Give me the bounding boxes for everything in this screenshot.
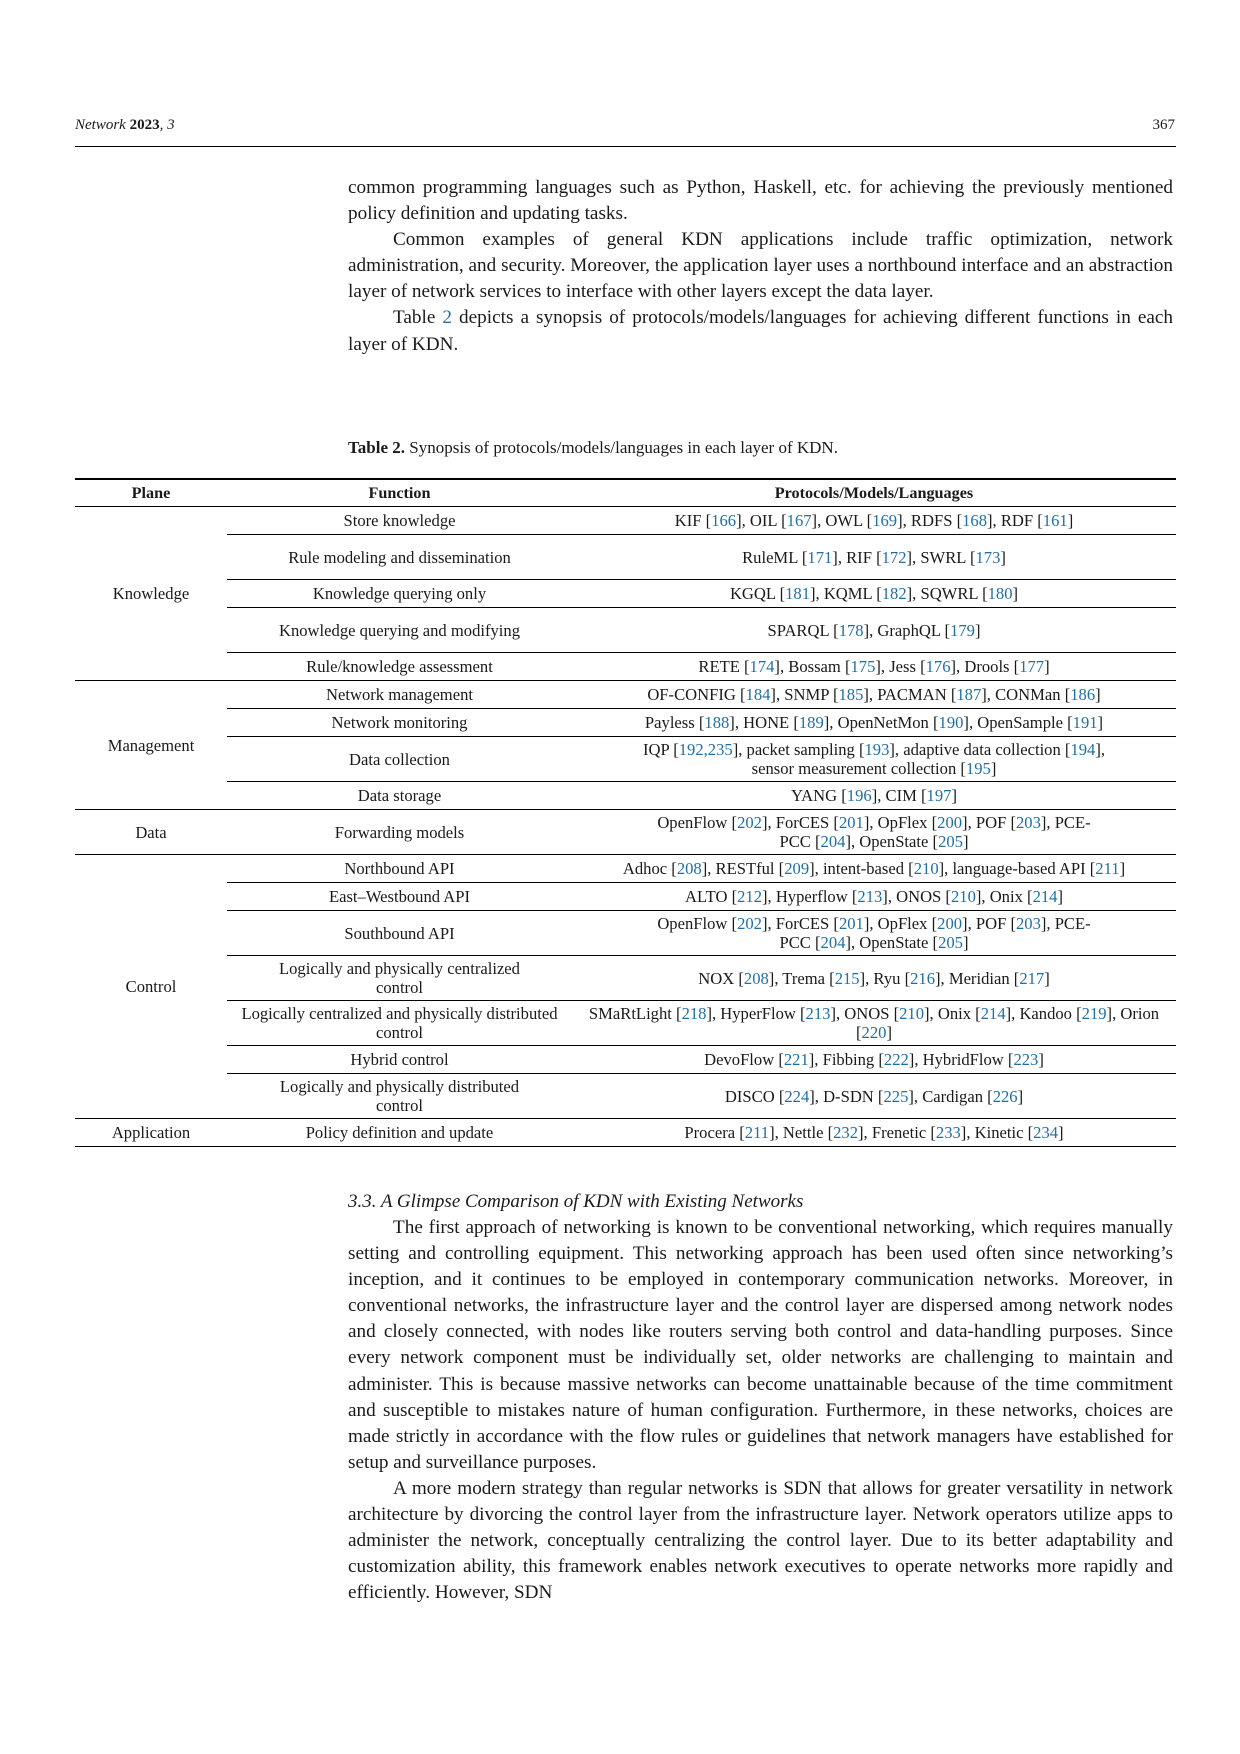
citation-link[interactable]: 201: [838, 914, 864, 933]
protocols-cell: SPARQL [178], GraphQL [179]: [572, 608, 1176, 653]
citation-link[interactable]: 226: [992, 1086, 1018, 1106]
header-protocols: Protocols/Models/Languages: [572, 479, 1176, 507]
citation-link[interactable]: 178: [838, 620, 864, 640]
citation-link[interactable]: 210: [950, 887, 976, 906]
citation-link[interactable]: 173: [975, 547, 1001, 567]
citation-link[interactable]: 208: [676, 859, 702, 878]
citation-link[interactable]: 211: [1095, 859, 1120, 878]
protocols-cell: OpenFlow [202], ForCES [201], OpFlex [200], POF [203], PCE-PCC [204], OpenState [205]: [572, 911, 1176, 956]
function-cell: Rule/knowledge assessment: [227, 653, 572, 681]
header-divider: [75, 146, 1176, 147]
citation-link[interactable]: 233: [935, 1123, 961, 1142]
protocols-cell: RETE [174], Bossam [175], Jess [176], Drools [177]: [572, 653, 1176, 681]
table-row: [75, 956, 1176, 1001]
table-header-row: [75, 479, 1176, 507]
function-cell: Data collection: [227, 737, 572, 782]
citation-link[interactable]: 189: [798, 713, 824, 732]
citation-link[interactable]: 197: [926, 786, 952, 805]
citation-link[interactable]: 200: [937, 813, 963, 832]
table-row: [75, 535, 1176, 580]
citation-link[interactable]: 217: [1019, 968, 1045, 988]
function-cell: Southbound API: [227, 911, 572, 956]
citation-link[interactable]: 185: [838, 685, 864, 704]
protocols-cell: IQP [192,235], packet sampling [193], adaptive data collection [194], sensor measurement collection [195]: [572, 737, 1176, 782]
citation-link[interactable]: 202: [737, 914, 762, 933]
citation-link[interactable]: 171: [807, 547, 833, 567]
citation-link[interactable]: 202: [737, 813, 762, 832]
journal-volume: , 3: [159, 117, 175, 133]
function-cell: Logically and physically centralized control: [227, 956, 572, 1001]
table-row: [75, 681, 1176, 709]
table-row: [75, 580, 1176, 608]
table-row: [75, 911, 1176, 956]
citation-link[interactable]: 167: [786, 511, 812, 530]
plane-cell: Management: [75, 681, 227, 810]
plane-cell: Knowledge: [112, 584, 190, 603]
table-row: [75, 709, 1176, 737]
citation-link[interactable]: 175: [850, 657, 876, 676]
citation-link[interactable]: 212: [737, 887, 762, 906]
citation-link[interactable]: 232: [833, 1123, 859, 1142]
table-row: [75, 1001, 1176, 1046]
citation-link[interactable]: 219: [1081, 1004, 1107, 1023]
citation-link[interactable]: 195: [965, 759, 991, 778]
citation-link[interactable]: 204: [820, 832, 846, 851]
citation-link[interactable]: 205: [938, 933, 963, 952]
citation-link[interactable]: 208: [743, 968, 769, 988]
citation-link[interactable]: 215: [834, 968, 860, 988]
citation-link[interactable]: 213: [805, 1004, 831, 1023]
journal-name: Network: [75, 117, 126, 133]
table-row: [75, 1074, 1176, 1119]
function-cell: Policy definition and update: [227, 1119, 572, 1147]
function-cell: Knowledge querying only: [227, 580, 572, 608]
citation-link[interactable]: 201: [838, 813, 864, 832]
citation-link[interactable]: 186: [1070, 685, 1096, 704]
table-row: [75, 507, 1176, 535]
citation-link[interactable]: 179: [950, 620, 975, 640]
intro-text: [348, 175, 1173, 358]
intro-paragraph-1: common programming languages such as Python, Haskell, etc. for achieving the previously mentioned policy definition and updating tasks.: [348, 177, 1173, 225]
citation-link[interactable]: 188: [704, 713, 730, 732]
citation-link[interactable]: 210: [913, 859, 939, 878]
citation-link[interactable]: 196: [846, 786, 872, 805]
table-row: [75, 1046, 1176, 1074]
protocols-cell: OF-CONFIG [184], SNMP [185], PACMAN [187], CONMan [186]: [572, 681, 1176, 709]
table-caption-label: Table 2.: [348, 438, 406, 457]
citation-link[interactable]: 234: [1033, 1123, 1059, 1142]
citation-link[interactable]: 168: [962, 511, 987, 530]
function-cell: Hybrid control: [227, 1046, 572, 1074]
section-text: [348, 1215, 1173, 1606]
citation-link[interactable]: 174: [749, 657, 775, 676]
citation-link[interactable]: 194: [1070, 740, 1096, 759]
intro-paragraph-3-end: depicts a synopsis of protocols/models/languages for achieving different functions in each layer of KDN.: [348, 307, 1173, 355]
table-body: [75, 507, 1176, 1147]
citation-link[interactable]: 191: [1072, 713, 1098, 732]
running-header: [75, 115, 1175, 135]
citation-link[interactable]: 209: [784, 859, 810, 878]
protocols-cell: DISCO [224], D-SDN [225], Cardigan [226]: [572, 1074, 1176, 1119]
section-paragraph-2: A more modern strategy than regular networks is SDN that allows for greater versatility in network architecture by divorcing the control layer from the infrastructure layer. Network operators utilize apps to administer the network, conceptually centralizing the control layer. Due to its better adaptability and customization ability, this framework enables network executives to operate networks more rapidly and efficiently. However, SDN: [348, 1477, 1173, 1604]
citation-link[interactable]: 200: [937, 914, 963, 933]
section-heading: 3.3. A Glimpse Comparison of KDN with Existing Networks: [348, 1191, 804, 1212]
table-row: [75, 855, 1176, 883]
citation-link[interactable]: 180: [987, 584, 1013, 603]
citation-link[interactable]: 213: [857, 887, 883, 906]
citation-link[interactable]: 192,235: [678, 740, 733, 759]
citation-link[interactable]: 169: [872, 511, 898, 530]
function-cell: Store knowledge: [343, 511, 456, 530]
plane-cell: Control: [75, 855, 227, 1119]
function-cell: Northbound API: [227, 855, 572, 883]
protocols-cell: OpenFlow [202], ForCES [201], OpFlex [200], POF [203], PCE-PCC [204], OpenState [205]: [572, 810, 1176, 855]
protocols-cell: SMaRtLight [218], HyperFlow [213], ONOS [210], Onix [214], Kandoo [219], Orion [220]: [572, 1001, 1176, 1046]
plane-cell: Application: [75, 1119, 227, 1147]
synopsis-table: [75, 478, 1176, 1147]
protocols-cell: NOX [208], Trema [215], Ryu [216], Meridian [217]: [572, 956, 1176, 1001]
protocols-cell: KGQL [181], KQML [182], SQWRL [180]: [572, 580, 1176, 608]
function-cell: Knowledge querying and modifying: [227, 608, 572, 653]
citation-link[interactable]: 182: [881, 584, 907, 603]
citation-link[interactable]: 187: [956, 685, 982, 704]
citation-link[interactable]: 161: [1042, 511, 1068, 530]
citation-link[interactable]: 223: [1013, 1050, 1039, 1069]
protocols-cell: ALTO [212], Hyperflow [213], ONOS [210], Onix [214]: [572, 883, 1176, 911]
citation-link[interactable]: 184: [745, 685, 771, 704]
journal-year: 2023: [129, 117, 160, 133]
plane-cell: Data: [75, 810, 227, 855]
function-cell: Logically centralized and physically distributed control: [227, 1001, 572, 1046]
intro-paragraph-3-start: Table: [393, 307, 443, 329]
citation-link[interactable]: 222: [883, 1050, 909, 1069]
citation-link[interactable]: 205: [938, 832, 963, 851]
citation-link[interactable]: 181: [785, 584, 810, 603]
citation-link[interactable]: 224: [784, 1086, 810, 1106]
table-caption: [348, 437, 1173, 459]
citation-link[interactable]: 214: [1032, 887, 1058, 906]
citation-link[interactable]: 214: [980, 1004, 1006, 1023]
table-row: [75, 737, 1176, 782]
function-cell: Network monitoring: [227, 709, 572, 737]
protocols-cell: KIF [166], OIL [167], OWL [169], RDFS [168], RDF [161]: [674, 511, 1074, 530]
table-reference-link[interactable]: 2: [442, 307, 452, 329]
table-row: [75, 810, 1176, 855]
header-function: Function: [227, 479, 572, 507]
protocols-cell: DevoFlow [221], Fibbing [222], HybridFlow [223]: [572, 1046, 1176, 1074]
table-row: [75, 608, 1176, 653]
citation-link[interactable]: 172: [881, 547, 907, 567]
citation-link[interactable]: 211: [744, 1123, 770, 1142]
citation-link[interactable]: 210: [899, 1004, 925, 1023]
function-cell: Logically and physically distributed control: [227, 1074, 572, 1119]
citation-link[interactable]: 225: [883, 1086, 909, 1106]
citation-link[interactable]: 203: [1015, 813, 1041, 832]
function-cell: East–Westbound API: [227, 883, 572, 911]
citation-link[interactable]: 221: [783, 1050, 809, 1069]
protocols-cell: Payless [188], HONE [189], OpenNetMon [190], OpenSample [191]: [572, 709, 1176, 737]
function-cell: Network management: [227, 681, 572, 709]
protocols-cell: Procera [211], Nettle [232], Frenetic [233], Kinetic [234]: [572, 1119, 1176, 1147]
function-cell: Forwarding models: [227, 810, 572, 855]
citation-link[interactable]: 220: [861, 1023, 887, 1042]
citation-link[interactable]: 216: [910, 968, 935, 988]
citation-link[interactable]: 177: [1019, 657, 1045, 676]
table-row: [75, 1119, 1176, 1147]
intro-paragraph-2: Common examples of general KDN applications include traffic optimization, network administration, and security. Moreover, the application layer uses a northbound interface and an abstraction layer of network services to interface with other layers except the data layer.: [348, 229, 1173, 303]
protocols-cell: YANG [196], CIM [197]: [572, 782, 1176, 810]
function-cell: Data storage: [227, 782, 572, 810]
intro-paragraph-3: [348, 305, 1173, 357]
function-cell: Rule modeling and dissemination: [227, 535, 572, 580]
header-plane: Plane: [75, 479, 227, 507]
protocols-cell: Adhoc [208], RESTful [209], intent-based [210], language-based API [211]: [572, 855, 1176, 883]
citation-link[interactable]: 193: [864, 740, 890, 759]
citation-link[interactable]: 176: [925, 657, 951, 676]
citation-link[interactable]: 203: [1015, 914, 1041, 933]
citation-link[interactable]: 204: [820, 933, 846, 952]
protocols-cell: RuleML [171], RIF [172], SWRL [173]: [572, 535, 1176, 580]
table-caption-text: Synopsis of protocols/models/languages in each layer of KDN.: [405, 438, 838, 457]
section-paragraph-1: The first approach of networking is known to be conventional networking, which requires manually setting and controlling equipment. This networking approach has been used often since networking’s inception, and it continues to be employed in contemporary communication networks. Moreover, in conventional networks, the infrastructure layer and the control layer are dispersed among network nodes and closely connected, with nodes like routers serving both control and data-handling purposes. Since every network component must be individually set, older networks are challenging to maintain and administer. This is because massive networks can become unattainable because of the time commitment and susceptible to mistakes nature of human configuration. Furthermore, in these networks, choices are made strictly in accordance with the flow rules or guidelines that network managers have established for setup and surveillance purposes.: [348, 1217, 1173, 1473]
table-row: [75, 653, 1176, 681]
table-row: [75, 782, 1176, 810]
citation-link[interactable]: 218: [681, 1004, 707, 1023]
table-row: [75, 883, 1176, 911]
citation-link[interactable]: 190: [938, 713, 964, 732]
page-number: 367: [1152, 117, 1175, 133]
citation-link[interactable]: 166: [711, 511, 737, 530]
